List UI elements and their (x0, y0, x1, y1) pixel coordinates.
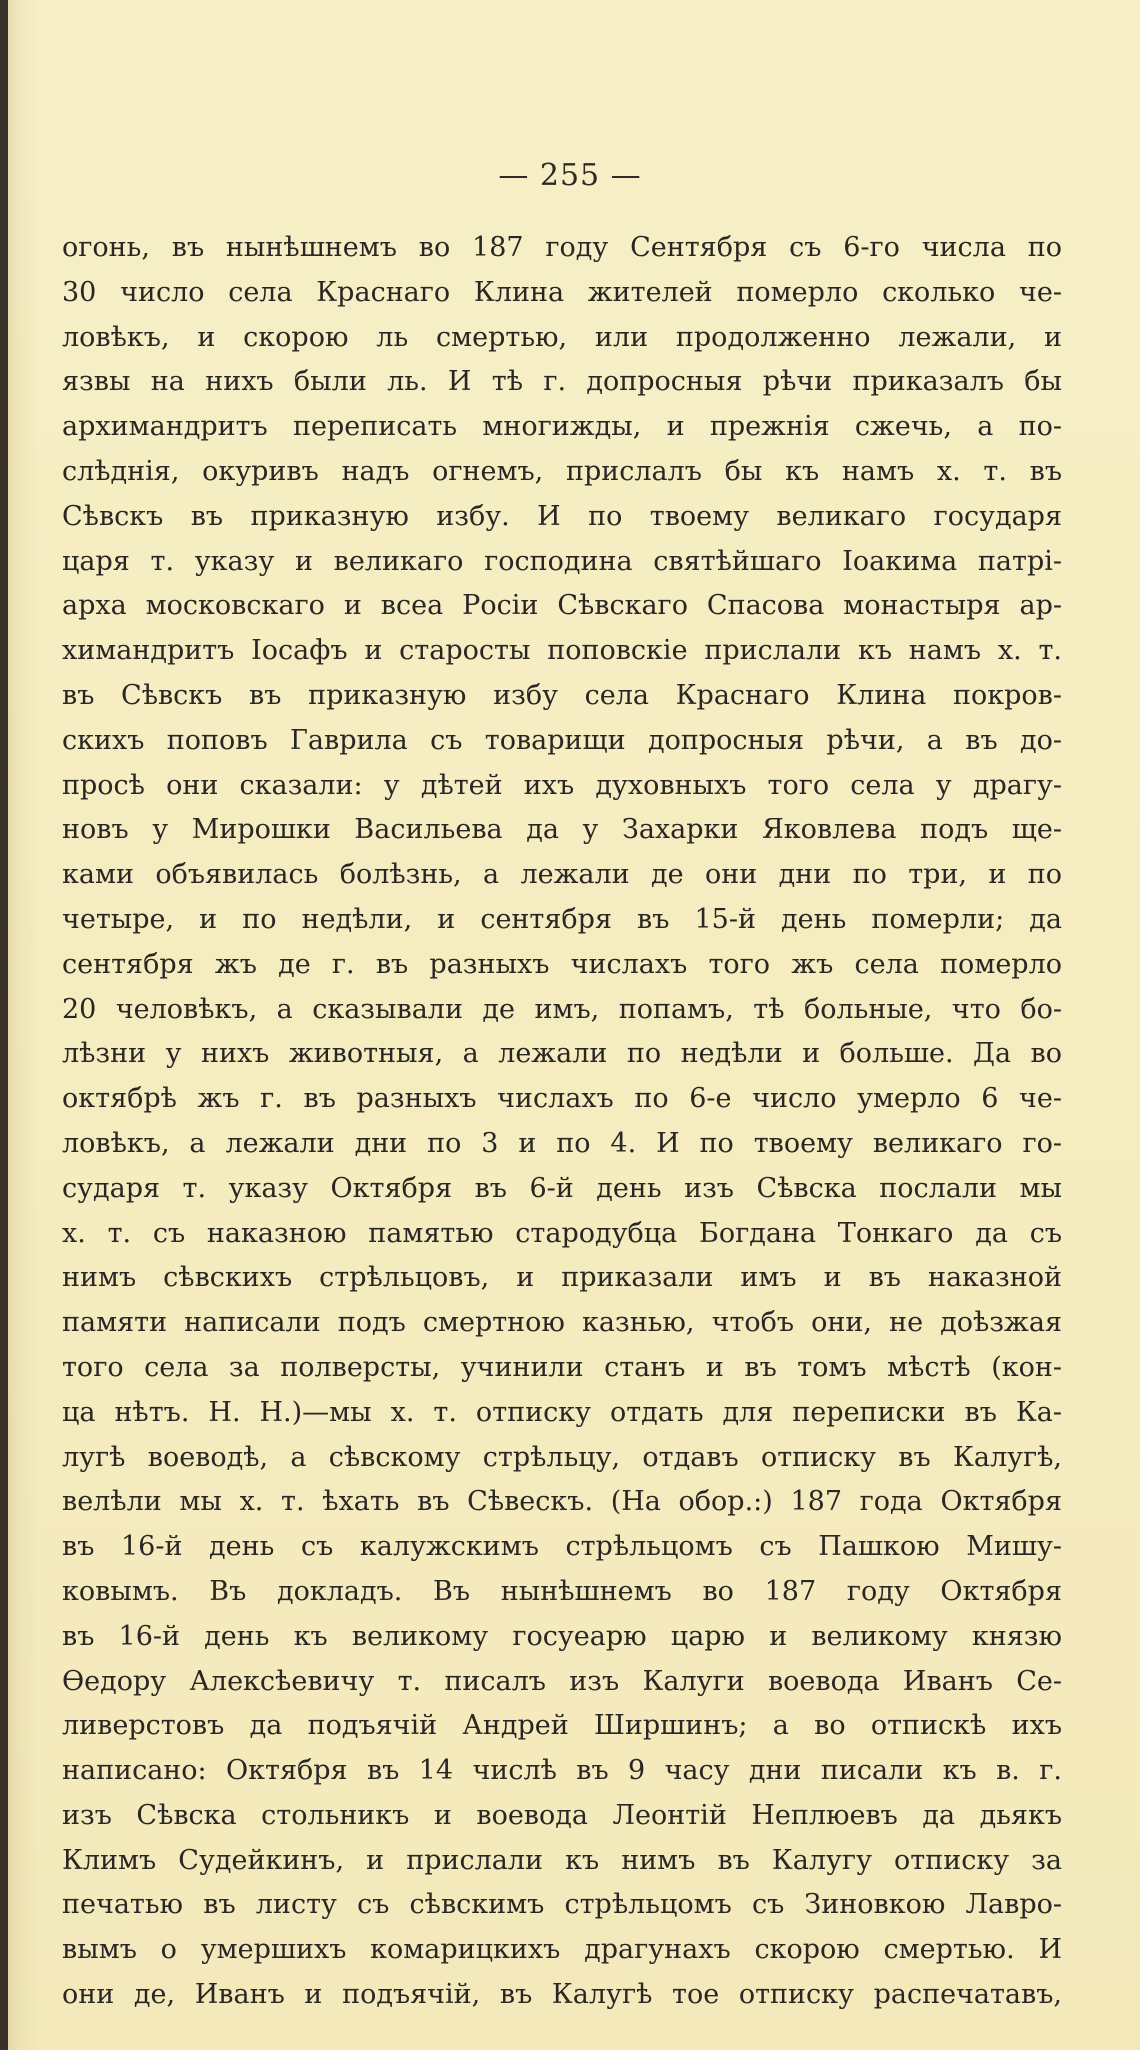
text-line: ливерстовъ да подъячій Андрей Ширшинъ; а во отпискѣ ихъ (62, 1710, 1062, 1742)
text-line: написано: Октября въ 14 числѣ въ 9 часу дни писали къ в. г. (62, 1755, 1062, 1787)
text-line: х. т. съ наказною памятью стародубца Богдана Тонкаго да съ (62, 1217, 1062, 1249)
text-line: огонь, въ нынѣшнемъ во 187 году Сентября съ 6-го числа по (62, 232, 1062, 263)
text-line: ца нѣтъ. Н. Н.)—мы х. т. отписку отдать для переписки въ Ка- (62, 1396, 1062, 1428)
text-line: скихъ поповъ Гаврила съ товарищи допросныя рѣчи, а въ до- (62, 724, 1062, 756)
text-line: они де, Иванъ и подъячій, въ Калугѣ тое отписку распечатавъ, (62, 1979, 1062, 2011)
text-line: новъ у Мирошки Васильева да у Захарки Яковлева подъ ще- (62, 814, 1062, 846)
text-line: сударя т. указу Октября въ 6-й день изъ Сѣвска послали мы (62, 1172, 1062, 1204)
text-line: 20 человѣкъ, а сказывали де имъ, попамъ, тѣ больные, что бо- (62, 993, 1062, 1025)
text-line: сентября жъ де г. въ разныхъ числахъ того жъ села померло (62, 948, 1062, 980)
text-line: нимъ сѣвскихъ стрѣльцовъ, и приказали имъ и въ наказной (62, 1262, 1062, 1294)
text-line: Сѣвскъ въ приказную избу. И по твоему великаго государя (62, 500, 1062, 532)
text-line: слѣднія, окуривъ надъ огнемъ, прислалъ бы къ намъ х. т. въ (62, 455, 1062, 487)
text-line: язвы на нихъ были ль. И тѣ г. допросныя рѣчи приказалъ бы (62, 366, 1062, 398)
text-line: въ 16-й день къ великому госуеарю царю и великому князю (62, 1620, 1062, 1652)
page-number: — 255 — (498, 158, 642, 193)
text-line: четыре, и по недѣли, и сентября въ 15-й день померли; да (62, 903, 1062, 935)
text-line: Климъ Судейкинъ, и прислали къ нимъ въ Калугу отписку за (62, 1844, 1062, 1876)
text-line: Ѳедору Алексѣевичу т. писалъ изъ Калуги воевода Иванъ Се- (62, 1665, 1062, 1697)
text-line: лѣзни у нихъ животныя, а лежали по недѣли и больше. Да во (62, 1038, 1062, 1070)
text-line: изъ Сѣвска стольникъ и воевода Леонтій Неплюевъ да дьякъ (62, 1799, 1062, 1831)
text-line: 30 число села Краснаго Клина жителей померло сколько че- (62, 276, 1062, 308)
text-line: ками объявилась болѣзнь, а лежали де они дни по три, и по (62, 859, 1062, 891)
text-line: химандритъ Іосафъ и старосты поповскіе прислали къ намъ х. т. (62, 635, 1062, 667)
text-line: велѣли мы х. т. ѣхать въ Сѣвескъ. (На обор.:) 187 года Октября (62, 1486, 1062, 1518)
text-line: октябрѣ жъ г. въ разныхъ числахъ по 6-е число умерло 6 че- (62, 1083, 1062, 1115)
text-line: въ Сѣвскъ въ приказную избу села Краснаго Клина покров- (62, 679, 1062, 711)
text-line: архимандритъ переписать многижды, и прежнія сжечь, а по- (62, 411, 1062, 443)
text-line: въ 16-й день съ калужскимъ стрѣльцомъ съ Пашкою Мишу- (62, 1531, 1062, 1563)
text-line: лугѣ воеводѣ, а сѣвскому стрѣльцу, отдавъ отписку въ Калугѣ, (62, 1441, 1062, 1473)
text-line: печатью въ листу съ сѣвскимъ стрѣльцомъ съ Зиновкою Лавро- (62, 1889, 1062, 1921)
text-line: ковымъ. Въ докладъ. Въ нынѣшнемъ во 187 году Октября (62, 1575, 1062, 1607)
text-line: просѣ они сказали: у дѣтей ихъ духовныхъ того села у драгу- (62, 769, 1062, 801)
text-line: ловѣкъ, а лежали дни по 3 и по 4. И по твоему великаго го- (62, 1127, 1062, 1159)
text-line: царя т. указу и великаго господина святѣйшаго Іоакима патрі- (62, 545, 1062, 577)
text-line: ловѣкъ, и скорою ль смертью, или продолженно лежали, и (62, 321, 1062, 353)
body-text (62, 226, 1062, 2018)
text-line: вымъ о умершихъ комарицкихъ драгунахъ скорою смертью. И (62, 1934, 1062, 1966)
binding-edge (0, 0, 8, 2050)
text-line: памяти написали подъ смертною казнью, чтобъ они, не доѣзжая (62, 1307, 1062, 1339)
text-line: арха московскаго и всеа Росіи Сѣвскаго Спасова монастыря ар- (62, 590, 1062, 622)
text-line: того села за полверсты, учинили станъ и въ томъ мѣстѣ (кон- (62, 1351, 1062, 1383)
